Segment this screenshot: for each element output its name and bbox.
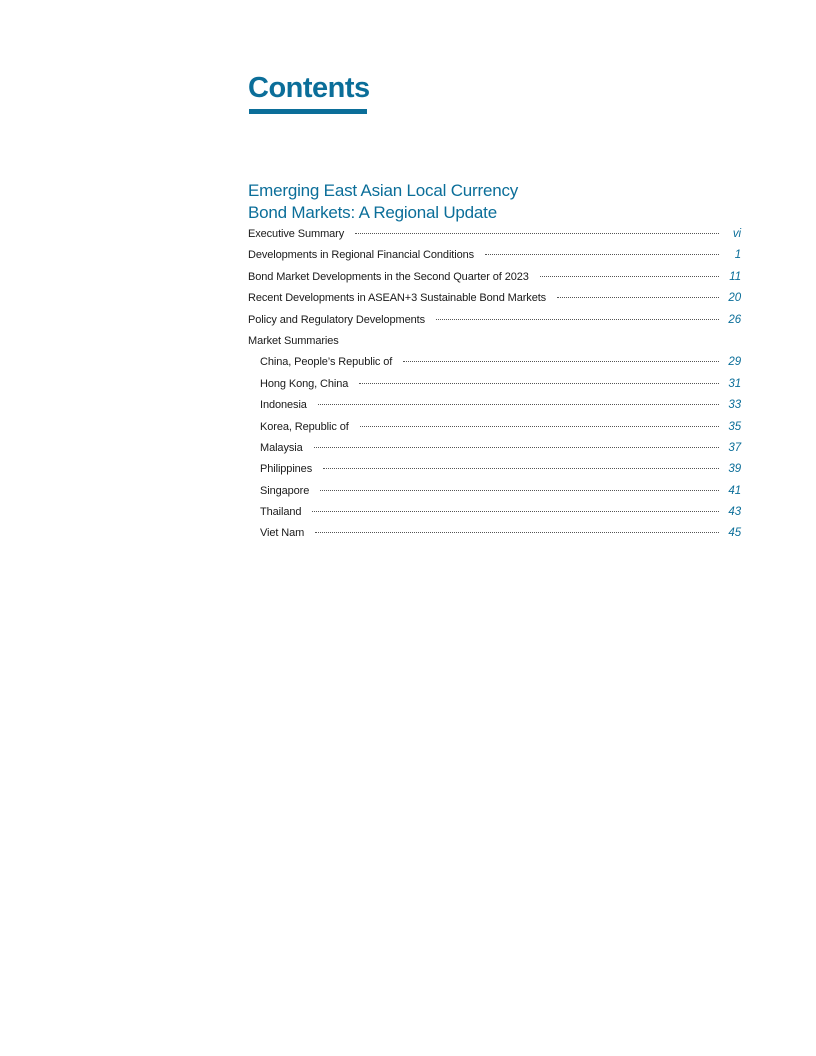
toc-entry[interactable] <box>248 288 741 309</box>
toc-entry-page-number[interactable]: 1 <box>734 249 741 262</box>
toc-entry-label: Viet Nam <box>260 527 305 540</box>
section-heading-line-2: Bond Markets: A Regional Update <box>248 203 497 222</box>
toc-entry[interactable] <box>248 438 741 459</box>
toc-entry-page-number[interactable]: 39 <box>728 463 741 476</box>
section-heading-line-1: Emerging East Asian Local Currency <box>248 181 519 200</box>
toc-entry-label: Malaysia <box>260 441 303 454</box>
toc-entry-page-number[interactable]: 31 <box>728 377 741 390</box>
toc-dot-leader <box>557 297 719 298</box>
toc-entry-label: Hong Kong, China <box>260 377 349 390</box>
toc-entry-label: Thailand <box>260 506 302 519</box>
toc-entry-label: Market Summaries <box>248 334 339 347</box>
toc-entry-label: Policy and Regulatory Developments <box>248 313 425 326</box>
toc-dot-leader <box>403 361 719 362</box>
toc-entry[interactable] <box>248 395 741 416</box>
section-heading <box>248 180 668 224</box>
toc-entry-page-number[interactable]: 45 <box>728 527 741 540</box>
table-of-contents <box>248 224 741 545</box>
toc-entry-page-number[interactable]: 26 <box>728 313 741 326</box>
toc-entry-page-number[interactable]: 35 <box>728 420 741 433</box>
toc-entry-label: Singapore <box>260 484 310 497</box>
toc-entry[interactable] <box>248 502 741 523</box>
toc-entry-page-number[interactable]: 33 <box>728 399 741 412</box>
toc-entry[interactable] <box>248 331 741 352</box>
toc-entry-label: Bond Market Developments in the Second Quarter of 2023 <box>248 270 529 283</box>
toc-dot-leader <box>436 319 719 320</box>
title-underline <box>249 109 367 114</box>
toc-entry-label: Recent Developments in ASEAN+3 Sustainable Bond Markets <box>248 292 547 305</box>
toc-entry[interactable] <box>248 224 741 245</box>
toc-dot-leader <box>320 490 719 491</box>
toc-dot-leader <box>360 426 719 427</box>
toc-dot-leader <box>540 276 719 277</box>
toc-entry[interactable] <box>248 481 741 502</box>
toc-dot-leader <box>359 383 719 384</box>
toc-entry-page-number[interactable]: 43 <box>728 506 741 519</box>
toc-entry-page-number[interactable]: 29 <box>728 356 741 369</box>
toc-dot-leader <box>318 404 719 405</box>
toc-entry-label: Korea, Republic of <box>260 420 349 433</box>
toc-entry[interactable] <box>248 310 741 331</box>
toc-entry[interactable] <box>248 245 741 266</box>
toc-entry[interactable] <box>248 352 741 373</box>
toc-entry-page-number[interactable]: 20 <box>728 292 741 305</box>
toc-dot-leader <box>355 233 719 234</box>
toc-entry-page-number[interactable]: vi <box>732 228 741 240</box>
toc-entry-label: Indonesia <box>260 399 307 412</box>
toc-entry-page-number[interactable]: 37 <box>728 441 741 454</box>
toc-entry-page-number[interactable]: 11 <box>729 270 741 283</box>
toc-entry[interactable] <box>248 267 741 288</box>
toc-dot-leader <box>323 468 719 469</box>
toc-entry-label: Developments in Regional Financial Conditions <box>248 249 475 262</box>
toc-entry[interactable] <box>248 459 741 480</box>
page-title: Contents <box>248 72 370 104</box>
toc-entry[interactable] <box>248 523 741 544</box>
toc-entry-label: China, People’s Republic of <box>260 356 393 369</box>
toc-dot-leader <box>315 532 719 533</box>
toc-entry-page-number[interactable]: 41 <box>728 484 741 497</box>
toc-entry[interactable] <box>248 374 741 395</box>
toc-dot-leader <box>312 511 719 512</box>
toc-entry-label: Philippines <box>260 463 313 476</box>
toc-dot-leader <box>485 254 719 255</box>
toc-dot-leader <box>314 447 719 448</box>
toc-entry-label: Executive Summary <box>248 228 345 240</box>
toc-entry[interactable] <box>248 417 741 438</box>
